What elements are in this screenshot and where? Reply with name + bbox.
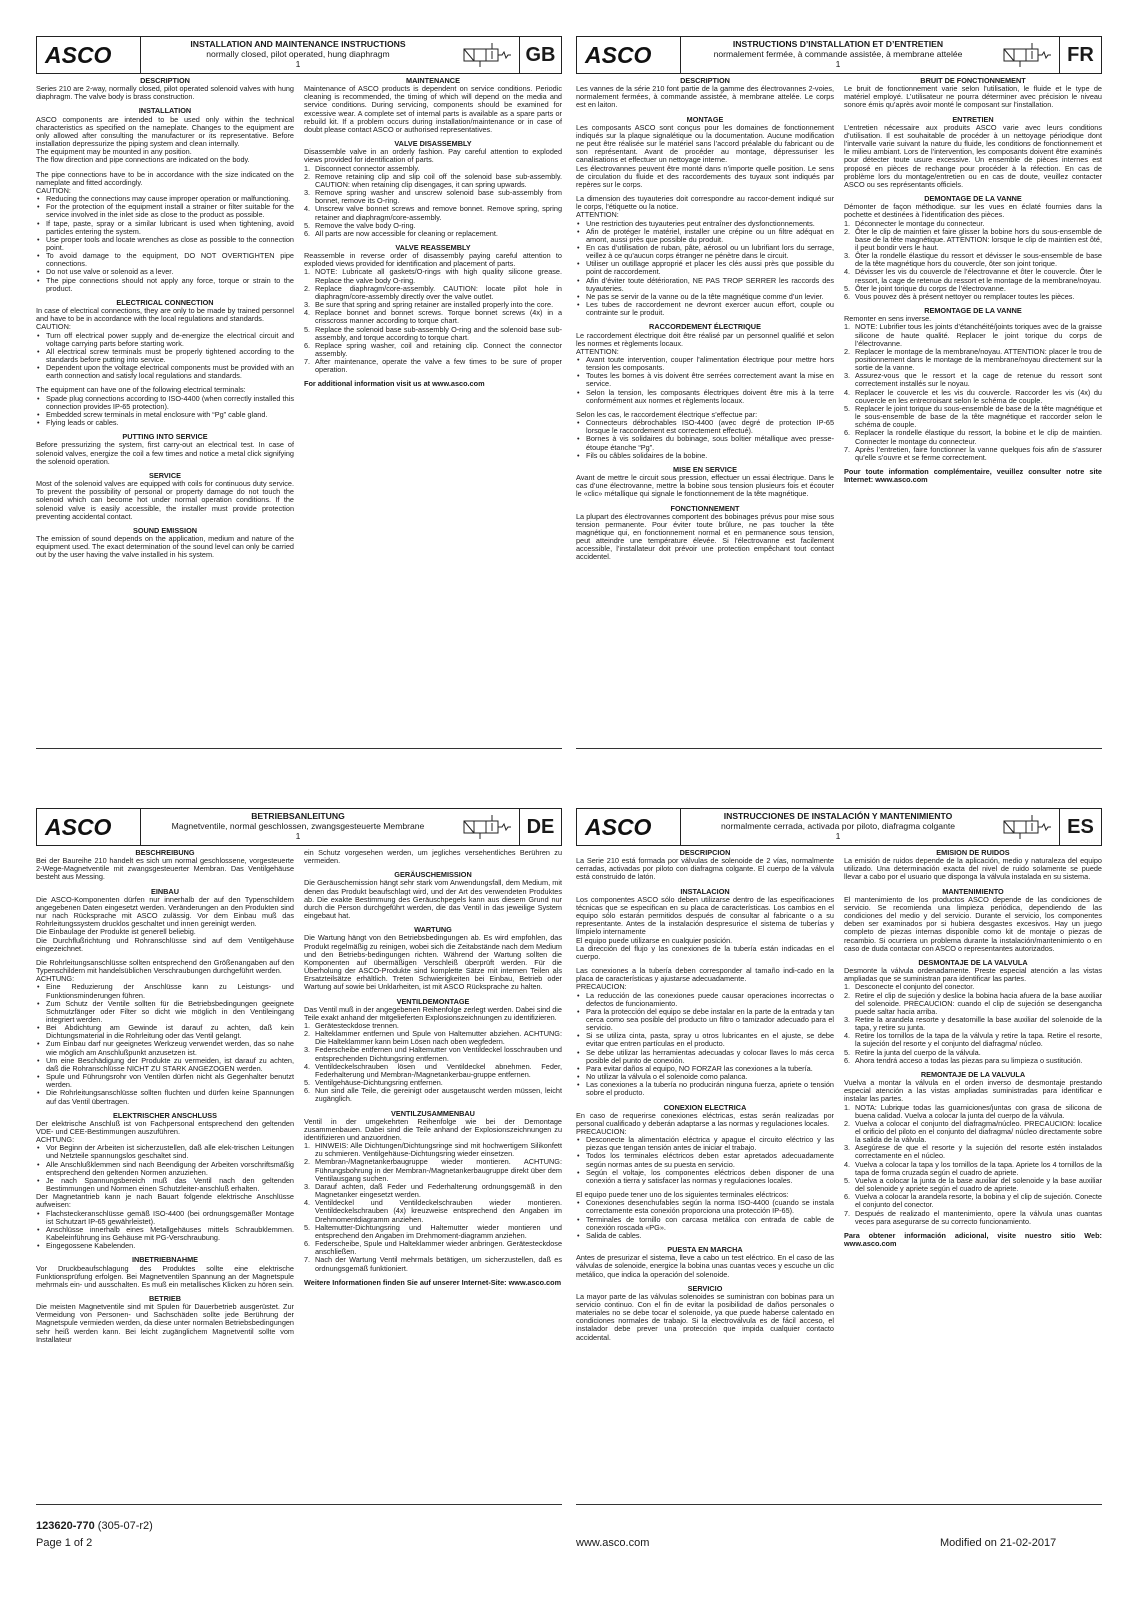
list-item: • Desconecte la alimentación eléctrica y apague el circuito eléctrico y las piezas que tengan tensión antes de iniciar el trabajo. — [576, 1136, 834, 1152]
paragraph: Los componentes ASCO sólo deben utilizarse dentro de las especificaciones técnicas que se especifican en su placa de características. Los cambios en el equipo sólo estarán permitidos después de consultar al fabricante o a su representante. Antes de la instalación despresurice el sistema de tuberías y límpielo internamente — [576, 894, 834, 937]
paragraph: Le raccordement électrique doit être réalisé par un personnel qualifié et selon les normes et règlements locaux. — [576, 330, 834, 348]
list-item: • Dependent upon the voltage electrical components must be provided with an earth connection and satisfy local regulations and standards. — [36, 364, 294, 380]
header-fr — [576, 36, 1102, 74]
list-item: • Si se utiliza cinta, pasta, spray u otros lubricantes en el ajuste, se debe evitar que entren partículas en el producto. — [576, 1032, 834, 1048]
paragraph: La plupart des électrovannes comportent des bobinages prévus pour mise sous tension permanente. Pour éviter toute brûlure, ne pas toucher la tête magnétique qui, en fonctionnement normal et en permanence sous tension, peut atteindre une température élevée. Si l’électrovanne est facilement accessible, l’installateur doit prévoir une protection empêchant tout contact accidentel. — [576, 511, 834, 562]
bullet-list — [576, 992, 834, 1098]
section-heading: DESMONTAJE DE LA VALVULA — [918, 957, 1028, 967]
section-heading: VALVE DISASSEMBLY — [394, 139, 472, 149]
list-item: • No utilizar la válvula o el solenoide como palanca. — [576, 1073, 834, 1081]
list-item: • Las conexiones a la tubería no producirán ninguna fuerza, apriete o tensión sobre el producto. — [576, 1081, 834, 1097]
section-heading: WARTUNG — [414, 925, 452, 935]
section-gb — [36, 36, 562, 776]
list-item: • Afin de protéger le matériel, installer une crépine ou un filtre adéquat en amont, aussi près que possible du produit. — [576, 228, 834, 244]
section-heading: BRUIT DE FONCTIONNEMENT — [920, 77, 1026, 85]
list-item: • Todos los terminales eléctricos deben estar apretados adecuadamente según normas antes de su puesta en servicio. — [576, 1152, 834, 1168]
list-item: 1. NOTE: Lubricate all gaskets/O-rings with high quality silicone grease. Replace the valve body O-ring. — [304, 267, 562, 285]
paragraph: In case of electrical connections, they are only to be made by trained personnel and have to be in accordance with the local regulations and standards. — [36, 306, 294, 324]
list-item: • Turn off electrical power supply and de-energize the electrical circuit and voltage carrying parts before starting work. — [36, 332, 294, 348]
list-item: 7. Después de realizado el mantenimiento, opere la válvula unas cuantas veces para asegurarse de su correcto funcionamiento. — [844, 1208, 1102, 1226]
list-item: • Zum Einbau darf nur geeignetes Werkzeug verwendet werden, das so nahe wie möglich am Anschlußpunkt anzusetzen ist. — [36, 1040, 294, 1056]
website: www.asco.com — [576, 1537, 650, 1549]
section-heading: INBETRIEBNAHME — [131, 1255, 199, 1265]
list-item: 5. Haltemutter-Dichtungsring und Haltemutter wieder montieren und entsprechend den Angaben im Drehmoment-diagramm anziehen. — [304, 1222, 562, 1240]
section-heading: DESCRIPTION — [680, 77, 730, 85]
title: BETRIEBSANLEITUNG — [251, 811, 345, 821]
section-heading: ENTRETIEN — [952, 114, 994, 124]
paragraph: Bei der Baureihe 210 handelt es sich um normal geschlossene, vorgesteuerte 2-Wege-Magnetventile mit zwangsgesteuerter Membran. Das Ventilgehäuse besteht aus Messing. — [36, 856, 294, 882]
section-heading: REMONTAGE DE LA VANNE — [924, 306, 1022, 316]
list-item: 6. Ahora tendrá acceso a todas las piezas para su limpieza o sustitución. — [844, 1055, 1083, 1065]
section-heading: FONCTIONNEMENT — [670, 503, 740, 513]
list-item: 5. Replace the solenoid base sub-assembly O-ring and the solenoid base sub-assembly, and torque according to torque chart. — [304, 324, 562, 342]
numbered-list — [844, 220, 1102, 302]
column-1 — [36, 77, 294, 767]
section-heading: DESCRIPCION — [679, 849, 731, 857]
list-item: • Se debe utilizar las herramientas adecuadas y colocar llaves lo más cerca posible del punto de conexión. — [576, 1049, 834, 1065]
column-2 — [304, 77, 562, 767]
valve-symbol-icon — [455, 809, 519, 845]
list-item: 3. Remove spring washer and unscrew solenoid base sub-assembly from bonnet, remove its O-ring. — [304, 188, 562, 206]
list-item: 5. Ôter le joint torique du corps de l’électrovanne. — [844, 283, 1006, 293]
bullet-list — [36, 1144, 294, 1193]
page-number: 1 — [835, 831, 841, 841]
paragraph: The equipment can have one of the following electrical terminals: — [36, 385, 246, 395]
column-1 — [36, 849, 294, 1539]
list-item: • Zum Schutz der Ventile sollten für die Betriebsbedingungen geeignete Schmutzfänger oder Filter so dicht wie möglich in den Ventileingang integriert werden. — [36, 1000, 294, 1024]
list-item: 1. Disconnect connector assembly. — [304, 163, 420, 173]
list-item: 6. Federscheibe, Spule und Halteklammer wieder anbringen. Gerätesteckdose anschließen. — [304, 1239, 562, 1257]
page-number: 1 — [835, 59, 841, 69]
paragraph: Der elektrische Anschluß ist von Fachpersonal entsprechend den geltenden VDE- und CEE-Bestimmungen auszuführen. — [36, 1118, 294, 1136]
section-heading: INSTALACION — [680, 886, 730, 896]
paragraph: CAUTION: — [36, 322, 71, 332]
section-heading: MISE EN SERVICE — [673, 464, 737, 474]
section-fr — [576, 36, 1102, 776]
svg-text:ASCO: ASCO — [584, 814, 651, 840]
list-item: 2. Membran-/Magnetankerbaugruppe wieder montieren. ACHTUNG: Führungsbohrung in der Membran-/Magnetankerbaugruppe direkt über dem Ventilausgang suchen. — [304, 1157, 562, 1183]
paragraph: Ventil in der umgekehrten Reihenfolge wie bei der Demontage zusammenbauen. Dabei sind die Teile anhand der Explosionszeichnungen zu identifizieren und anzuordnen. — [304, 1116, 562, 1142]
list-item: 5. Vuelva a colocar la junta de la base auxiliar del solenoide y la base auxiliar del solenoide y apriete según el cuadro de apriete. — [844, 1175, 1102, 1194]
paragraph: Maintenance of ASCO products is dependent on service conditions. Periodic cleaning is recommended, the timing of which will depend on the media and service conditions. During servicing, components should be examined for excessive wear. A complete set of internal parts is available as a spare parts or rebuild kit. If a problem occurs during installation/maintenance or in case of doubt please contact ASCO or authorised representatives. — [304, 84, 562, 134]
section-heading: SOUND EMISSION — [132, 525, 198, 535]
list-item: • Alle Anschlußklemmen sind nach Beendigung der Arbeiten vorschriftsmäßig entsprechend den geltenden Normen anzuziehen. — [36, 1161, 294, 1177]
more-info-note: For additional information visit us at www.asco.com — [304, 379, 485, 389]
paragraph: The emission of sound depends on the application, medium and nature of the equipment used. The exact determination of the sound level can only be carried out by the user having the valve installed in his system. — [36, 533, 294, 560]
section-heading: DESCRIPTION — [140, 77, 190, 85]
doc-number: 123620-770 — [36, 1520, 95, 1532]
list-item: 5. Retire la junta del cuerpo de la válvula. — [844, 1047, 981, 1057]
paragraph: Desmonte la válvula ordenadamente. Preste especial atención a las vistas ampliadas que se suministran para identificar las partes. — [844, 966, 1102, 984]
paragraph: PRECAUCION: — [576, 982, 627, 992]
language-code: DE — [519, 809, 561, 845]
page-count: Page 1 of 2 — [36, 1537, 93, 1549]
list-item: • Les tubes de raccordement ne devront exercer aucun effort, couple ou contrainte sur le produit. — [576, 301, 834, 317]
column-2 — [844, 77, 1102, 767]
list-item: 7. Nach der Wartung Ventil mehrmals betätigen, um sicherzustellen, daß es ordnungsgemäß funktioniert. — [304, 1255, 562, 1273]
section-heading: PUTTING INTO SERVICE — [122, 432, 208, 442]
list-item: • Connecteurs débrochables ISO-4400 (avec degré de protection IP-65 lorsque le raccordement est correctement effectué). — [576, 419, 834, 435]
valve-symbol-icon — [455, 37, 519, 73]
svg-text:ASCO: ASCO — [44, 42, 111, 68]
bullet-list — [576, 419, 834, 460]
list-item: • Toutes les bornes à vis doivent être serrées correctement avant la mise en service. — [576, 372, 834, 388]
paragraph: Die Geräuschemission hängt sehr stark vom Anwendungsfall, dem Medium, mit denen das Produkt beaufschlagt wird, und der Art des verwendeten Produktes ab. Die exakte Bestimmung des Geräuschpegels kann aus diesem Grund nur durch die Person durchgeführt werden, die das Ventil in das jeweilige System eingebaut hat. — [304, 878, 562, 921]
column-2 — [304, 849, 562, 1539]
language-code: ES — [1059, 809, 1101, 845]
numbered-list — [304, 1142, 562, 1273]
list-item: 3. Darauf achten, daß Feder und Federhalterung ordnungsgemäß in den Magnetanker eingesetzt werden. — [304, 1181, 562, 1200]
paragraph: Before pressurizing the system, first carry-out an electrical test. In case of solenoid valves, energize the coil a few times and notice a metal click signifying the solenoid operation. — [36, 440, 294, 466]
paragraph: La Serie 210 está formada por válvulas de solenoide de 2 vías, normalmente cerradas, activadas por piloto con diafragma colgante. El cuerpo de la válvula está construido de latón. — [576, 856, 834, 882]
list-item: • For the protection of the equipment install a strainer or filter suitable for the service involved in the inlet side as close to the product as possible. — [36, 203, 294, 219]
list-item: • Reducing the connections may cause improper operation or malfunctioning. — [36, 195, 294, 203]
doc-number-line — [36, 1520, 153, 1532]
paragraph: Disassemble valve in an orderly fashion. Pay careful attention to exploded views provided for identification of parts. — [304, 147, 562, 165]
column-1 — [576, 849, 834, 1539]
list-item: • Embedded screw terminals in metal enclosure with “Pg” cable gland. — [36, 411, 294, 419]
column-2 — [844, 849, 1102, 1539]
doc-revision: (305-07-r2) — [97, 1520, 153, 1532]
list-item: • Para evitar daños al equipo, NO FORZAR las conexiones a la tubería. — [576, 1065, 834, 1073]
section-heading: VALVE REASSEMBLY — [395, 242, 471, 252]
title: INSTALLATION AND MAINTENANCE INSTRUCTIONS — [190, 39, 406, 49]
paragraph: The equipment may be mounted in any position. — [36, 147, 192, 157]
list-item: • Afin d’éviter toute détérioration, NE PAS TROP SERRER les raccords des tuyauteries. — [576, 277, 834, 293]
list-item: 5. Remove the valve body O-ring. — [304, 220, 416, 230]
section-heading: MONTAGE — [686, 114, 724, 124]
paragraph: Die Rohrleitungsanschlüsse sollten entsprechend den Größenangaben auf den Typenschildern mit handelsüblichen Verschraubungen durchgeführt werden. — [36, 957, 294, 976]
numbered-list — [844, 323, 1102, 462]
header-gb — [36, 36, 562, 74]
list-item: • Spule und Führungsrohr von Ventilen dürfen nicht als Gegenhalter benutzt werden. — [36, 1073, 294, 1089]
list-item: 1. NOTE: Lubrifier tous les joints d’étanchéité/joints toriques avec de la graisse silicone de haute qualité. Replacer le joint torique du corps de l’électrovanne. — [844, 322, 1102, 348]
divider — [576, 1504, 1102, 1505]
list-item: • Do not use valve or solenoid as a lever. — [36, 268, 294, 276]
bullet-list — [576, 1199, 834, 1240]
list-item: 2. Halteklammer entfernen und Spule von Haltemutter abziehen. ACHTUNG: Die Halteklammer kann beim Lösen nach oben wegfedern. — [304, 1029, 562, 1047]
list-item: 7. Après l’entretien, faire fonctionner la vanne quelques fois afin de s’assurer qu’elle s’ouvre et se ferme correctement. — [844, 444, 1102, 462]
list-item: 2. Vuelva a colocar el conjunto del diafragma/núcleo. PRECAUCION: localice el orificio del piloto en el conjunto del diafragma/ núcleo directamente sobre la salida de la válvula. — [844, 1118, 1102, 1145]
list-item: 3. Asegúrese de que el resorte y la sujeción del resorte estén instalados correctamente en el núcleo. — [844, 1143, 1102, 1161]
list-item: 4. Vuelva a colocar la tapa y los tornillos de la tapa. Apriete los 4 tornillos de la tapa de forma cruzada según el cuadro de apriete. — [844, 1159, 1102, 1177]
more-info-note: Pour toute information complémentaire, veuillez consulter notre site Internet: www.asco.com — [844, 467, 1102, 485]
paragraph: ACHTUNG: — [36, 974, 75, 984]
valve-symbol-icon — [995, 809, 1059, 845]
list-item: 1. Gerätesteckdose trennen. — [304, 1020, 399, 1030]
divider — [36, 748, 562, 749]
list-item: 3. Be sure that spring and spring retainer are installed properly into the core. — [304, 300, 554, 310]
section-heading: RACCORDEMENT ÉLECTRIQUE — [649, 322, 761, 332]
subtitle: normalement fermée, à commande assistée, à membrane attelée — [713, 49, 963, 59]
paragraph: CAUTION: — [36, 185, 71, 195]
list-item: 2. Ôter le clip de maintien et faire glisser la bobine hors du sous-ensemble de base de la tête magnétique. ATTENTION: lorsque le clip de maintien est ôté, il peut bondir vers le haut. — [844, 226, 1102, 252]
language-code: GB — [519, 37, 561, 73]
list-item: • Eingegossene Kabelenden. — [36, 1242, 294, 1250]
list-item: 6. Replace spring washer, coil and retaining clip. Connect the connector assembly. — [304, 340, 562, 358]
paragraph: La dimension des tuyauteries doit correspondre au raccor-dement indiqué sur le corps, l’étiquette ou la notice. — [576, 194, 834, 212]
more-info-note: Weitere Informationen finden Sie auf unserer Internet-Site: www.asco.com — [304, 1277, 562, 1287]
paragraph: ACHTUNG: — [36, 1135, 75, 1145]
section-heading: BETRIEB — [148, 1293, 182, 1303]
list-item: • La reducción de las conexiones puede causar operaciones incorrectas o defectos de funcionamiento. — [576, 992, 834, 1008]
paragraph: Les vannes de la série 210 font partie de la gamme des électrovannes 2-voies, normalement fermées, à commande assistée, à membrane attelée. Le corps est en laiton. — [576, 84, 834, 110]
numbered-list — [844, 983, 1102, 1065]
list-item: 2. Remove retaining clip and slip coil off the solenoid base sub-assembly. CAUTION: when retaining clip disengages, it can spring upwards. — [304, 171, 562, 189]
paragraph: Vuelva a montar la válvula en el orden inverso de desmontaje prestando especial atención a las vistas ampliadas suministradas para identificar e instalar las partes. — [844, 1078, 1102, 1104]
paragraph: Most of the solenoid valves are equipped with coils for continuous duty service. To prevent the possibility of personal or property damage do not touch the solenoid which can become hot under normal operation conditions. If the solenoid valve is easily accessible, the installer must provide protection preventing accidental contact. — [36, 479, 294, 521]
list-item: 4. Replacer le couvercle et les vis du couvercle. Raccorder les vis (4x) du couvercle en les entrecroisant selon le schéma de couple. — [844, 387, 1102, 405]
paragraph: La emisión de ruidos depende de la aplicación, medio y naturaleza del equipo utilizado. Una determinación exacta del nivel de ruido solamente se puede llevar a cabo por el usuario que disponga la válvula instalada en su sistema. — [844, 856, 1102, 882]
list-item: 4. Unscrew valve bonnet screws and remove bonnet. Remove spring, spring retainer and diaphragm/core-assembly. — [304, 204, 562, 222]
bullet-list — [36, 1210, 294, 1251]
numbered-list — [304, 268, 562, 374]
section-heading: ELECTRICAL CONNECTION — [116, 297, 214, 307]
paragraph: Les électrovannes peuvent être monté dans n’importe quelle position. Le sens de circulation du fluide et des raccordements des tuyaux sont indiqués par repères sur le corps. — [576, 163, 834, 189]
paragraph: Die Wartung hängt von den Betriebsbedingungen ab. Es wird empfohlen, das Produkt regelmäßig zu reinigen, wobei sich die Zeitabstände nach dem Medium und den Betriebs-bedingungen richten. Während der Wartung sollten die Komponenten auf übermäßigen Verschleiß überprüft werden. Für die Überholung der ASCO-Produkte sind komplette Sätze mit internen Teilen als Ersatzteilsätze erhältlich. Treten Schwierigkeiten bei Einbau, Betrieb oder Wartung auf sowie bei Unklarheiten, ist mit ASCO Rücksprache zu halten. — [304, 933, 562, 992]
list-item: • Die Rohrleitungsanschlüsse sollten fluchten und dürfen keine Spannungen auf das Ventil übertragen. — [36, 1089, 294, 1105]
list-item: • Para la protección del equipo se debe instalar en la parte de la entrada y tan cerca como sea posible del producto un filtro o tamizador adecuado para el servicio. — [576, 1008, 834, 1032]
paragraph: The pipe connections have to be in accordance with the size indicated on the nameplate and fitted accordingly. — [36, 169, 294, 187]
paragraph: El equipo puede utilizarse en cualquier posición. — [576, 935, 733, 945]
list-item: • Utiliser un outillage approprié et placer les clés aussi près que possible du point de raccordement. — [576, 260, 834, 276]
asco-logo — [577, 809, 681, 845]
header-es — [576, 808, 1102, 846]
paragraph: Die meisten Magnetventile sind mit Spulen für Dauerbetrieb ausgerüstet. Zur Vermeidung von Personen- und Sachschäden sollte jede Berührung der Magnetspule vermieden werden, da diese unter normalen Betriebsbedingungen sehr heiß werden kann. Bei leicht zugänglichem Magnetventil sollte vom Installateur — [36, 1302, 294, 1344]
list-item: • Flachsteckeranschlüsse gemäß ISO-4400 (bei ordnungsgemäßer Montage ist Schutzart IP-65 gewährleistet). — [36, 1210, 294, 1226]
list-item: 1. Déconnecter le montage du connecteur. — [844, 218, 985, 228]
list-item: 6. Replacer la rondelle élastique du ressort, la bobine et le clip de maintien. Connecter le montage du connecteur. — [844, 428, 1102, 446]
paragraph: Démonter de façon méthodique. sur les vues en éclaté fournies dans la pochette et destinées à l’identification des pièces. — [844, 202, 1102, 220]
list-item: • Conexiones desenchufables según la norma ISO-4400 (cuando se instala correctamente esta conexión proporciona una protección IP-65). — [576, 1199, 834, 1215]
list-item: • Bei Abdichtung am Gewinde ist darauf zu achten, daß kein Dichtungsmaterial in die Rohrleitung oder das Ventil gelangt. — [36, 1024, 294, 1040]
section-heading: CONEXION ELECTRICA — [663, 1102, 747, 1112]
list-item: • Avant toute intervention, couper l’alimentation électrique pour mettre hors tension les composants. — [576, 356, 834, 372]
list-item: • Um eine Beschädigung der Produkte zu vermeiden, ist darauf zu achten, daß die Rohranschlüsse NICHT ZU STARK ANGEZOGEN werden. — [36, 1057, 294, 1073]
paragraph: Las conexiones a la tubería deben corresponder al tamaño indi-cado en la placa de características y ajustarse adecuadamente. — [576, 966, 834, 984]
list-item: • Fils ou câbles solidaires de la bobine. — [576, 452, 834, 460]
list-item: • All electrical screw terminals must be properly tightened according to the standards before putting into service. — [36, 348, 294, 364]
bullet-list — [36, 195, 294, 293]
bullet-list — [36, 395, 294, 428]
paragraph: En caso de requerirse conexiones eléctricas, estas serán realizadas por personal cualificado y deberán adaptarse a las normas y regulaciones locales. — [576, 1110, 834, 1128]
section-heading: SERVICE — [149, 470, 181, 480]
paragraph: La dirección del flujo y las conexiones de la tubería están indicadas en el cuerpo. — [576, 943, 834, 961]
paragraph: Series 210 are 2-way, normally closed, pilot operated solenoid valves with hung diaphragm. The valve body is brass construction. — [36, 84, 294, 102]
list-item: • If tape, paste, spray or a similar lubricant is used when tightening, avoid particles entering the system. — [36, 220, 294, 236]
paragraph: Selon les cas, le raccordement électrique s’effectue par: — [576, 409, 758, 419]
section-de — [36, 808, 562, 1548]
paragraph: La mayor parte de las válvulas solenoides se suministran con bobinas para un servicio continuo. Con el fin de evitar la posibilidad de daños personales o materiales no se debe tocar el solenoide, ya que puede haberse calentado en condiciones normales de trabajo. Si la electroválvula es de fácil acceso, el instalador debe prever una protección que impida cualquier contacto accidental. — [576, 1291, 834, 1342]
paragraph: Das Ventil muß in der angegebenen Reihenfolge zerlegt werden. Dabei sind die Teile exakt anhand der mitgelieferten Explosionszeichnungen zu identifizieren. — [304, 1004, 562, 1022]
paragraph: L’entretien nécessaire aux produits ASCO varie avec leurs conditions d’utilisation. Il est souhaitable de procéder à un nettoyage périodique dont l’intervalle varie suivant la nature du fluide, les conditions de fonctionnement et le milieu ambiant. Lors de l’intervention, les composants doivent être examinés pour détecter toute usure excessive. Un ensemble de pièces internes est proposé en pièces de rechange pour procéder à la réfection. En cas de problème lors du montage/entretien ou en cas de doute, veuillez contacter ASCO ou ses représentants officiels. — [844, 122, 1102, 189]
section-heading: SERVICIO — [687, 1283, 723, 1293]
list-item: 5. Replacer le joint torique du sous-ensemble de base de la tête magnétique et le sous-ensemble de base de la tête magnétique et raccorder selon le schéma de couple. — [844, 403, 1102, 430]
section-heading: DEMONTAGE DE LA VANNE — [924, 194, 1022, 204]
paragraph: ein Schutz vorgesehen werden, um jegliches versehentliches Berühren zu vermeiden. — [304, 849, 562, 866]
list-item: 7. After maintenance, operate the valve a few times to be sure of proper operation. — [304, 357, 562, 375]
paragraph: Reassemble in reverse order of disassembly paying careful attention to exploded views provided for identification and placement of parts. — [304, 251, 562, 269]
title: INSTRUCCIONES DE INSTALACIÓN Y MANTENIMIENTO — [723, 811, 953, 821]
asco-logo — [577, 37, 681, 73]
list-item: 4. Ventildeckelschrauben lösen und Ventildeckel abnehmen. Feder, Federhalterung und Membran-/Magnetankerbau-gruppe entfernen. — [304, 1061, 562, 1079]
bullet-list — [576, 356, 834, 405]
language-code: FR — [1059, 37, 1101, 73]
paragraph: Die Durchflußrichtung und Rohranschlüsse sind auf dem Ventilgehäuse eingezeichnet. — [36, 935, 294, 953]
list-item: 2. Replacer le montage de la membrane/noyau. ATTENTION: placer le trou de positionnement dans le montage de la membrane/noyau directement sur la sortie de la vanne. — [844, 346, 1102, 373]
list-item: • Use proper tools and locate wrenches as close as possible to the connection point. — [36, 236, 294, 252]
paragraph: The flow direction and pipe connections are indicated on the body. — [36, 155, 250, 165]
paragraph: El equipo puede tener uno de los siguientes terminales eléctricos: — [576, 1190, 789, 1200]
section-heading: INSTALLATION — [138, 106, 192, 116]
list-item: 6. Vuelva a colocar la arandela resorte, la bobina y el clip de sujeción. Conecte el conjunto del conector. — [844, 1192, 1102, 1210]
list-item: • Flying leads or cables. — [36, 419, 294, 427]
list-item: • To avoid damage to the equipment, DO NOT OVERTIGHTEN pipe connections. — [36, 252, 294, 268]
list-item: • Je nach Spannungsbereich muß das Ventil nach den geltenden Bestimmungen und Normen einen Schutzleiter-anschluß erhalten. — [36, 1177, 294, 1193]
list-item: 5. Ventilgehäuse-Dichtungsring entfernen. — [304, 1078, 443, 1088]
bullet-list — [576, 220, 834, 318]
subtitle: Magnetventile, normal geschlossen, zwangsgesteuerte Membrane — [171, 821, 425, 831]
paragraph: Antes de presurizar el sistema, lleve a cabo un test eléctrico. En el caso de las válvulas de solenoide, energice la bobina unas cuantas veces y escuche un clic metálico, que indica la operación del solenoide. — [576, 1253, 834, 1279]
divider — [36, 1504, 562, 1505]
subtitle: normally closed, pilot operated, hung diaphragm — [206, 49, 390, 59]
list-item: 4. Dévisser les vis du couvercle de l’électrovanne et ôter le couvercle. Ôter le ressort, la cage de retenue du ressort et le montage de la membrane/noyau. — [844, 267, 1102, 285]
paragraph: Les composants ASCO sont conçus pour les domaines de fonctionnement indiqués sur la plaque signalétique ou la documentation. Aucune modification ne peut être réalisée sur le matériel sans l’accord préalable du fabricant ou de son représentant. Avant de procéder au montage, dépressuriser les canalisations et effectuer un nettoyage interne. — [576, 122, 834, 165]
list-item: • Une restriction des tuyauteries peut entraîner des dysfonctionnements. — [576, 220, 834, 228]
bullet-list — [36, 332, 294, 381]
paragraph: Vor Druckbeaufschlagung des Produktes sollte eine elektrische Funktionsprüfung erfolgen. Bei Magnetventilen Spannung an der Magnetspule mehrmals ein- und ausschalten. Es muß ein metallisches Klicken zu hören sein. — [36, 1263, 294, 1289]
modified-date: Modified on 21-02-2017 — [940, 1537, 1057, 1549]
list-item: • En cas d’utilisation de ruban, pâte, aérosol ou un lubrifiant lors du serrage, veillez à ce qu’aucun corps étranger ne pénètre dans le circuit. — [576, 244, 834, 260]
list-item: 6. All parts are now accessible for cleaning or replacement. — [304, 228, 498, 238]
section-heading: VENTILZUSAMMENBAU — [391, 1108, 475, 1118]
list-item: • The pipe connections should not apply any force, torque or strain to the product. — [36, 277, 294, 293]
list-item: • Bornes à vis solidaires du bobinage, sous boîtier métallique avec presse-étoupe étanche “Pg”. — [576, 435, 834, 451]
list-item: • Ne pas se servir de la vanne ou de la tête magnétique comme d’un levier. — [576, 293, 834, 301]
numbered-list — [304, 1022, 562, 1104]
bullet-list — [36, 983, 294, 1105]
list-item: • Vor Beginn der Arbeiten ist sicherzustellen, daß alle elek-trischen Leitungen und Netzteile spannungslos geschaltet sind. — [36, 1144, 294, 1160]
page-number: 1 — [295, 59, 301, 69]
paragraph: Avant de mettre le circuit sous pression, effectuer un essai électrique. Dans le cas d’une électrovanne, mettre la bobine sous tension plusieurs fois et écouter le «clic» métallique qui signale le fonctionnement de la tête magnétique. — [576, 473, 834, 499]
list-item: • Según el voltaje, los componentes eléctricos deben disponer de una conexión a tierra y satisfacer las normas y regulaciones locales. — [576, 1169, 834, 1185]
asco-logo — [37, 37, 141, 73]
bullet-list — [576, 1136, 834, 1185]
list-item: • Selon la tension, les composants électriques doivent être mis à la terre conformément aux normes et règlements locaux. — [576, 389, 834, 405]
title: INSTRUCTIONS D’INSTALLATION ET D’ENTRETIEN — [732, 39, 944, 49]
list-item: • Eine Reduzierung der Anschlüsse kann zu Leistungs- und Funktionsminderungen führen. — [36, 983, 294, 999]
section-heading: EMISION DE RUIDOS — [936, 849, 1010, 857]
paragraph: ATTENTION: — [576, 210, 619, 220]
list-item: • Spade plug connections according to ISO-4400 (when correctly installed this connection provides IP-65 protection). — [36, 395, 294, 411]
subtitle: normalmente cerrada, activada por piloto, diafragma colgante — [720, 821, 956, 831]
paragraph: ATTENTION: — [576, 346, 619, 356]
numbered-list — [844, 1104, 1102, 1226]
paragraph: Die ASCO-Komponenten dürfen nur innerhalb der auf den Typenschildern angegebenen Daten eingesetzt werden. Veränderungen an den Produkten sind nur nach Rücksprache mit ASCO zulässig. Vor dem Einbau muß das Rohrleitungssystem drucklos geschaltet und innen gereinigt werden. — [36, 894, 294, 929]
section-heading: VENTILDEMONTAGE — [396, 996, 470, 1006]
section-heading: GERÄUSCHEMISSION — [394, 870, 472, 880]
list-item: • Terminales de tornillo con carcasa metálica con entrada de cable de conexión roscada «PG». — [576, 1216, 834, 1232]
list-item: 3. Retire la arandela resorte y desatornille la base auxiliar del solenoide de la tapa, y retire su junta. — [844, 1014, 1102, 1033]
paragraph: ASCO components are intended to be used only within the technical characteristics as specified on the nameplate. Changes to the equipment are only allowed after consulting the manufacturer or its representative. Before installation depressurize the piping system and clean internally. — [36, 114, 294, 149]
valve-symbol-icon — [995, 37, 1059, 73]
paragraph: PRECAUCION: — [576, 1127, 627, 1136]
numbered-list — [304, 165, 562, 238]
section-heading: BESCHREIBUNG — [135, 849, 195, 857]
list-item: 4. Replace bonnet and bonnet screws. Torque bonnet screws (4x) in a crisscross manner according to torque chart. — [304, 308, 562, 326]
paragraph: Remonter en sens inverse. — [844, 314, 932, 324]
list-item: 1. HINWEIS: Alle Dichtungen/Dichtungsringe sind mit hochwertigem Silikonfett zu schmieren. Ventilgehäuse-Dichtungsring wieder einsetzen. — [304, 1141, 562, 1159]
paragraph: Der Magnetantrieb kann je nach Bauart folgende elektrische Anschlüsse aufweisen: — [36, 1192, 294, 1210]
section-heading: MANTENIMIENTO — [942, 886, 1004, 896]
list-item: • Salida de cables. — [576, 1232, 834, 1240]
section-es — [576, 808, 1102, 1548]
column-1 — [576, 77, 834, 767]
header-de — [36, 808, 562, 846]
list-item: 4. Ventildeckel und Ventildeckelschrauben wieder montieren. Ventildeckelschrauben (4x) kreuzweise entsprechend den Angaben im Drehmomentdiagramm anziehen. — [304, 1198, 562, 1224]
list-item: 1. NOTA: Lubrique todas las guarniciones/juntas con grasa de silicona de buena calidad. Vuelva a colocar la junta del cuerpo de la válvula. — [844, 1102, 1102, 1120]
asco-logo — [37, 809, 141, 845]
section-heading: REMONTAJE DE LA VALVULA — [920, 1069, 1026, 1079]
list-item: 2. Replace diaphragm/core-assembly. CAUTION: locate pilot hole in diaphragm/core-assembly directly over the valve outlet. — [304, 283, 562, 301]
paragraph: El mantenimiento de los productos ASCO depende de las condiciones de servicio. Se recomienda una limpieza periódica, dependiendo de las condiciones del medio y del servicio. Durante el servicio, los componentes deben ser examinados por si hubiera desgastes excesivos. Hay un juego completo de piezas internas disponible como kit de montaje o piezas de recambio. Si ocurriera un problema durante la instalación/mantenimiento o en caso de duda contactar con ASCO o representantes autorizados. — [844, 894, 1102, 953]
more-info-note: Para obtener información adicional, visite nuestro sitio Web: www.asco.com — [844, 1230, 1102, 1249]
svg-text:ASCO: ASCO — [584, 42, 651, 68]
list-item: 3. Ôter la rondelle élastique du ressort et dévisser le sous-ensemble de base de la tête magnétique hors du couvercle, ôter son joint torique. — [844, 251, 1102, 269]
list-item: 6. Vous pouvez dès à présent nettoyer ou remplacer toutes les pièces. — [844, 291, 1075, 301]
paragraph: Die Einbaulage der Produkte ist generell beliebig. — [36, 927, 196, 937]
page-number: 1 — [295, 831, 301, 841]
svg-text:ASCO: ASCO — [44, 814, 111, 840]
list-item: 4. Retire los tornillos de la tapa de la válvula y retire la tapa. Retire el resorte, la sujeción del resorte y el conjunto del diafragma/ núcleo. — [844, 1031, 1102, 1049]
list-item: 1. Desconecte el conjunto del conector. — [844, 982, 975, 992]
section-heading: EINBAU — [151, 886, 179, 896]
list-item: 6. Nun sind alle Teile, die gereinigt oder ausgetauscht werden müssen, leicht zugänglich. — [304, 1086, 562, 1104]
divider — [576, 748, 1102, 749]
list-item: 2. Retire el clip de sujeción y deslice la bobina hacia afuera de la base auxiliar del solenoide. PRECAUCION: cuando el clip de sujeción se desengancha puede saltar hacia arriba. — [844, 990, 1102, 1016]
paragraph: Le bruit de fonctionnement varie selon l’utilisation, le fluide et le type de matériel employé. L’utilisateur ne pourra déterminer avec précision le niveau sonore émis qu’après avoir monté le composant sur l’installation. — [844, 84, 1102, 110]
section-heading: PUESTA EN MARCHA — [667, 1245, 743, 1255]
section-heading: MAINTENANCE — [406, 77, 460, 85]
list-item: 3. Assurez-vous que le ressort et la cage de retenue du ressort sont correctement installés sur le noyau. — [844, 371, 1102, 389]
list-item: • Anschlüsse innerhalb eines Metallgehäuses mittels Schraubklemmen. Kabeleinführung ins Gehäuse mit PG-Verschraubung. — [36, 1226, 294, 1242]
section-heading: ELEKTRISCHER ANSCHLUSS — [113, 1110, 217, 1120]
list-item: 3. Federscheibe entfernen und Haltemutter von Ventildeckel losschrauben und entsprechenden Dichtungsring entfernen. — [304, 1045, 562, 1063]
